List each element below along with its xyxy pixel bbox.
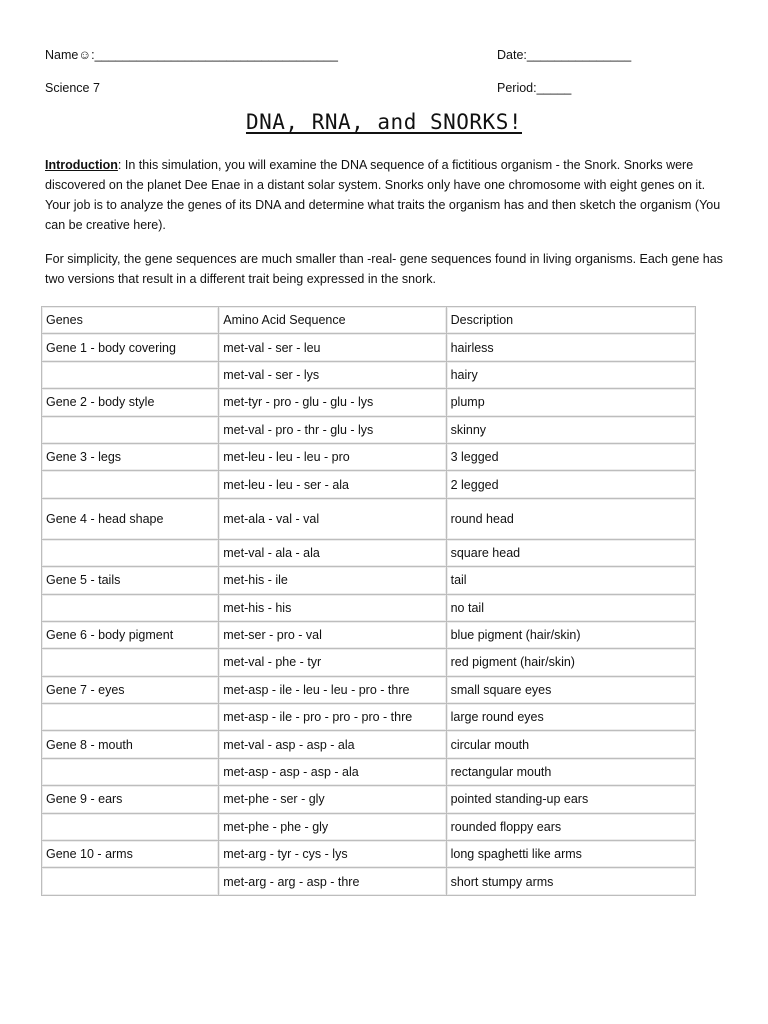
introduction-text: : In this simulation, you will examine the DNA sequence of a fictitious organism - the Snork. Snorks were discovered on the planet Dee Enae in a distant solar system. Snorks only have one chromosome with eight genes on it. Your job is to analyze the genes of its DNA and determine what traits the organism has and then sketch the organism (You can be creative here). [45,158,721,232]
gene-cell: Gene 8 - mouth [42,731,219,758]
introduction-lead: Introduction [45,158,118,172]
description-cell: rectangular mouth [446,758,695,785]
table-row [42,841,696,868]
description-cell: large round eyes [446,704,695,731]
sequence-cell: met-leu - leu - leu - pro [219,443,446,470]
sequence-cell: met-asp - ile - pro - pro - pro - thre [219,704,446,731]
gene-cell: Gene 9 - ears [42,786,219,813]
gene-cell [42,416,219,443]
table-row [42,594,696,621]
sequence-cell: met-val - ser - leu [219,334,446,361]
description-cell: red pigment (hair/skin) [446,649,695,676]
class-label: Science 7 [45,81,100,95]
description-cell: round head [446,498,695,539]
description-cell: rounded floppy ears [446,813,695,840]
sequence-cell: met-his - his [219,594,446,621]
sequence-cell: met-phe - ser - gly [219,786,446,813]
table-row [42,334,696,361]
page-title: DNA, RNA, and SNORKS! [245,110,522,134]
table-row [42,813,696,840]
gene-cell [42,868,219,895]
table-row [42,868,696,895]
description-cell: no tail [446,594,695,621]
description-cell: hairless [446,334,695,361]
table-header-row [42,307,696,334]
sequence-cell: met-ser - pro - val [219,621,446,648]
table-row [42,621,696,648]
description-cell: hairy [446,361,695,388]
table-row [42,731,696,758]
gene-cell [42,539,219,566]
table-row [42,567,696,594]
simplicity-paragraph: For simplicity, the gene sequences are much smaller than -real- gene sequences found in living organisms. Each gene has two versions that result in a different trait being expressed in the snork. [45,252,723,286]
description-cell: 3 legged [446,443,695,470]
description-cell: tail [446,567,695,594]
name-line: Name☺:___________________________________ [45,48,338,62]
description-cell: circular mouth [446,731,695,758]
sequence-cell: met-ala - val - val [219,498,446,539]
description-cell: blue pigment (hair/skin) [446,621,695,648]
description-cell: short stumpy arms [446,868,695,895]
sequence-cell: met-val - ser - lys [219,361,446,388]
gene-cell: Gene 3 - legs [42,443,219,470]
sequence-cell: met-leu - leu - ser - ala [219,471,446,498]
gene-cell [42,649,219,676]
gene-cell: Gene 4 - head shape [42,498,219,539]
table-row [42,389,696,416]
gene-cell: Gene 7 - eyes [42,676,219,703]
table-row [42,539,696,566]
description-cell: plump [446,389,695,416]
sequence-cell: met-val - ala - ala [219,539,446,566]
sequence-cell: met-asp - ile - leu - leu - pro - thre [219,676,446,703]
table-row [42,704,696,731]
description-cell: long spaghetti like arms [446,841,695,868]
sequence-cell: met-val - pro - thr - glu - lys [219,416,446,443]
gene-cell: Gene 1 - body covering [42,334,219,361]
gene-cell: Gene 6 - body pigment [42,621,219,648]
sequence-cell: met-val - phe - tyr [219,649,446,676]
sequence-cell: met-his - ile [219,567,446,594]
sequence-cell: met-tyr - pro - glu - glu - lys [219,389,446,416]
table-row [42,416,696,443]
header-genes: Genes [42,307,219,334]
gene-cell [42,471,219,498]
description-cell: square head [446,539,695,566]
description-cell: pointed standing-up ears [446,786,695,813]
table-row [42,676,696,703]
sequence-cell: met-arg - tyr - cys - lys [219,841,446,868]
description-cell: small square eyes [446,676,695,703]
gene-cell [42,813,219,840]
sequence-cell: met-phe - phe - gly [219,813,446,840]
gene-cell [42,704,219,731]
gene-table [41,306,696,896]
gene-cell [42,594,219,621]
table-row [42,443,696,470]
gene-cell: Gene 10 - arms [42,841,219,868]
introduction-paragraph [45,155,725,235]
table-row [42,649,696,676]
sequence-cell: met-asp - asp - asp - ala [219,758,446,785]
table-row [42,361,696,388]
sequence-cell: met-val - asp - asp - ala [219,731,446,758]
table-row [42,786,696,813]
table-row [42,471,696,498]
gene-cell: Gene 5 - tails [42,567,219,594]
gene-cell [42,758,219,785]
sequence-cell: met-arg - arg - asp - thre [219,868,446,895]
description-cell: 2 legged [446,471,695,498]
header-description: Description [446,307,695,334]
gene-cell: Gene 2 - body style [42,389,219,416]
gene-cell [42,361,219,388]
header-amino-acid-sequence: Amino Acid Sequence [219,307,446,334]
description-cell: skinny [446,416,695,443]
table-row [42,758,696,785]
period-line: Period:_____ [497,81,572,95]
date-line: Date:_______________ [497,48,632,62]
table-row [42,498,696,539]
